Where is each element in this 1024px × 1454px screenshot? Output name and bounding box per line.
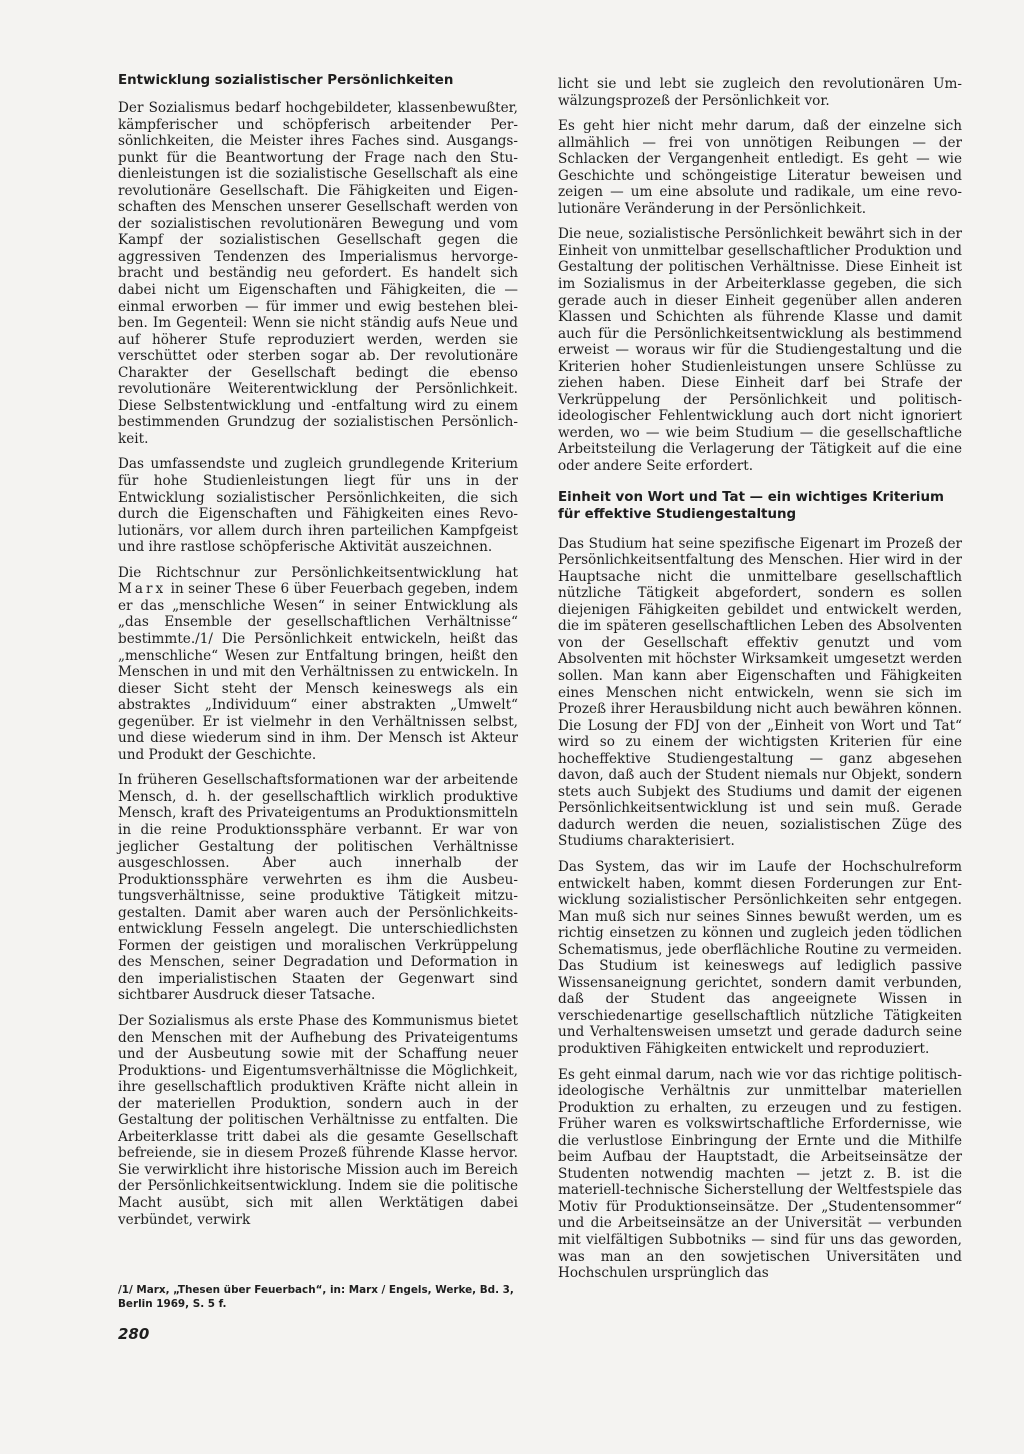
left-column [118, 72, 518, 1228]
paragraph: Das System, das wir im Laufe der Hochschulreform entwickelt haben, kommt diesen Forderungen zur Entwicklung sozialistischer Persönlichkeiten sehr entgegen. Man muß sich nur seines Sinnes bewußt werden, um es richtig einsetzen zu können und zugleich jeden tödlichen Schematismus, jede oberflächliche Routine zu vermeiden. Das Studium ist keineswegs auf lediglich passive Wissensaneignung gerichtet, sondern damit verbunden, daß der Student das angeeignete Wissen in verschiedenartige gesellschaftlich nützliche Tätigkeiten und Verhaltensweisen umsetzt und gerade dadurch seine produktiven Fähigkeiten entwickelt und reproduziert. [558, 858, 962, 1057]
paragraph: In früheren Gesellschaftsformationen war der arbeitende Mensch, d. h. der gesellschaftlich wirklich produktive Mensch, kraft des Privateigentums an Produktionsmitteln in die reine Produktionssphäre verbannt. Er war von jeglicher Gestaltung der politischen Verhältnisse ausgeschlossen. Aber auch innerhalb der Produktionssphäre verwehrten es ihm die Ausbeutungsverhältnisse, seine produktive Tätigkeit mitzugestalten. Damit aber waren auch der Persönlichkeitsentwicklung Fesseln angelegt. Die unterschiedlichsten Formen der geistigen und moralischen Verkrüppelung des Menschen, seiner Degradation und Deformation in den imperialistischen Staaten der Gegenwart sind sichtbarer Ausdruck dieser Tatsache. [118, 772, 518, 1004]
paragraph: Die neue, sozialistische Persönlichkeit bewährt sich in der Einheit von unmittelbar gesellschaftlicher Produktion und Gestaltung der politischen Verhältnisse. Diese Einheit ist im Sozialismus in der Arbeiterklasse gegeben, die sich gerade auch in dieser Einheit gegenüber allen anderen Klassen und Schichten als führende Klasse und damit auch für die Persönlichkeitsentwicklung als bestimmend erweist — woraus wir für die Studiengestaltung und die Kriterien hoher Studienleistungen unsere Schlüsse zu ziehen haben. Diese Einheit darf bei Strafe der Verkrüppelung der Persönlichkeit und politisch-ideologischer Fehlentwicklung auch dort nicht ignoriert werden, wo — wie beim Studium — die gesellschaftliche Arbeitsteilung die Verlagerung der Tätigkeit auf die eine oder andere Seite erfordert. [558, 226, 962, 475]
section-heading-einheit: Einheit von Wort und Tat — ein wichtiges Kriterium für effektive Studiengestaltung [558, 489, 945, 522]
paragraph-text: in seiner These 6 über Feuerbach gegeben, indem er das „menschliche Wesen“ in seiner Entwicklung als „das Ensemble der gesellschaftlichen Verhältnisse“ bestimmte./1/ Die Persönlichkeit entwickeln, heißt das „menschliche“ Wesen zur Entfaltung bringen, heißt den Menschen in und mit den Verhältnissen zu entwickeln. In dieser Sicht steht der Mensch keineswegs als ein abstraktes „Individuum“ einer abstrakten „Umwelt“ gegenüber. Er ist vielmehr in den Verhältnissen selbst, und diese wiederum sind in ihm. Der Mensch ist Akteur und Produkt der Geschichte. [118, 581, 518, 763]
paragraph: Der Sozialismus als erste Phase des Kommunismus bietet den Menschen mit der Aufhebung des Privateigentums und der Ausbeutung sowie mit der Schaffung neuer Produktions- und Eigentumsverhältnisse die Möglichkeit, ihre gesellschaftlich produktiven Kräfte nicht allein in der materiellen Produktion, sondern auch in der Gestaltung der politischen Verhältnisse zu entfalten. Die Arbeiterklasse tritt dabei als die gesamte Gesellschaft befreiende, sie in diesem Prozeß führende Klasse hervor. Sie verwirklicht ihre historische Mission auch im Bereich der Persönlichkeitsentwicklung. Indem sie die politische Macht ausübt, sich mit allen Werktätigen dabei verbündet, verwirk [118, 1012, 518, 1228]
paragraph: Das umfassendste und zugleich grundlegende Kriterium für hohe Studienleistungen liegt für uns in der Entwicklung sozialistischer Persönlichkeiten, die sich durch die Eigenschaften und Fähigkeiten eines Revolutionärs, vor allem durch ihren parteilichen Kampfgeist und ihre rastlose schöpferische Aktivität auszeichnen. [118, 456, 518, 556]
section-heading-persoenlichkeiten: Entwicklung sozialistischer Persönlichkeiten [118, 73, 454, 88]
paragraph: Der Sozialismus bedarf hochgebildeter, klassenbewußter, kämpferischer und schöpferisch arbeitender Persönlichkeiten, die Meister ihres Faches sind. Ausgangspunkt für die Beantwortung der Frage nach den Studienleistungen ist die sozialistische Gesellschaft als eine revolutionäre Gesellschaft. Die Fähigkeiten und Eigenschaften des Menschen unserer Gesellschaft werden von der sozialistischen revolutionären Bewegung und vom Kampf der sozialistischen Gesellschaft gegen die aggressiven Tendenzen des Imperialismus hervorgebracht und beständig neu gefordert. Es handelt sich dabei nicht um Eigenschaften und Fähigkeiten, die — einmal erworben — für immer und ewig bestehen bleiben. Im Gegenteil: Wenn sie nicht ständig aufs Neue und auf höherer Stufe reproduziert werden, werden sie verschüttet oder sterben sogar ab. Der revolutionäre Charakter der Gesellschaft bedingt die ebenso revolutionäre Weiterentwicklung der Persönlichkeit. Diese Selbstentwicklung und -entfaltung wird zu einem bestimmenden Grundzug der sozialistischen Persönlichkeit. [118, 100, 518, 447]
paragraph: Es geht einmal darum, nach wie vor das richtige politisch-ideologische Verhältnis zur unmittelbar materiellen Produktion zu erhalten, zu erzeugen und zu festigen. Früher waren es volkswirtschaftliche Erfordernisse, wie die verlustlose Einbringung der Ernte und die Mithilfe beim Aufbau der Hauptstadt, die Arbeitseinsätze der Studenten notwendig machten — jetzt z. B. ist die materiell-technische Sicherstellung der Weltfestspiele das Motiv für Produktionseinsätze. Der „Studentensommer“ und die Arbeitseinsätze an der Universität — verbunden mit vielfältigen Subbotniks — sind für uns das geworden, was man an den sowjetischen Universitäten und Hochschulen ursprünglich das [558, 1066, 962, 1282]
footnote: /1/ Marx, „Thesen über Feuerbach“, in: Marx / Engels, Werke, Bd. 3, Berlin 1969, S. 5 f. [118, 1284, 514, 1310]
paragraph-text: Die Richtschnur zur Persönlichkeitsentwicklung hat [118, 564, 518, 581]
right-column [558, 76, 962, 1282]
paragraph: licht sie und lebt sie zugleich den revolutionären Umwälzungsprozeß der Persönlichkeit vor. [558, 76, 962, 109]
author-name-marx: Marx [118, 581, 167, 598]
paragraph: Das Studium hat seine spezifische Eigenart im Prozeß der Persönlichkeitsentfaltung des Menschen. Hier wird in der Hauptsache nicht die unmittelbare gesellschaftlich nützliche Tätigkeit abgefordert, sondern es sollen diejenigen Fähigkeiten gebildet und entwickelt werden, die im späteren gesellschaftlichen Leben des Absolventen von der Gesellschaft effektiv genutzt und vom Absolventen mit höchster Wirksamkeit umgesetzt werden sollen. Man kann aber Eigenschaften und Fähigkeiten eines Menschen nicht entwickeln, wenn sie sich im Prozeß ihrer Herausbildung nicht auch bewähren können. Die Losung der FDJ von der „Einheit von Wort und Tat“ wird so zu einem der wichtigsten Kriterien für eine hocheffektive Studiengestaltung — ganz abgesehen davon, daß auch der Student niemals nur Objekt, sondern stets auch Subjekt des Studiums und damit der eigenen Persönlichkeitsentwicklung ist und sein muß. Gerade dadurch werden die neuen, sozialistischen Züge des Studiums charakterisiert. [558, 535, 962, 850]
paragraph: Es geht hier nicht mehr darum, daß der einzelne sich allmählich — frei von unnötigen Reibungen — der Schlacken der Vergangenheit entledigt. Es geht — wie Geschichte und schöngeistige Literatur beweisen und zeigen — um eine absolute und radikale, um eine revolutionäre Veränderung in der Persönlichkeit. [558, 118, 962, 217]
paragraph-marx [118, 565, 518, 764]
page-number: 280 [118, 1325, 150, 1343]
